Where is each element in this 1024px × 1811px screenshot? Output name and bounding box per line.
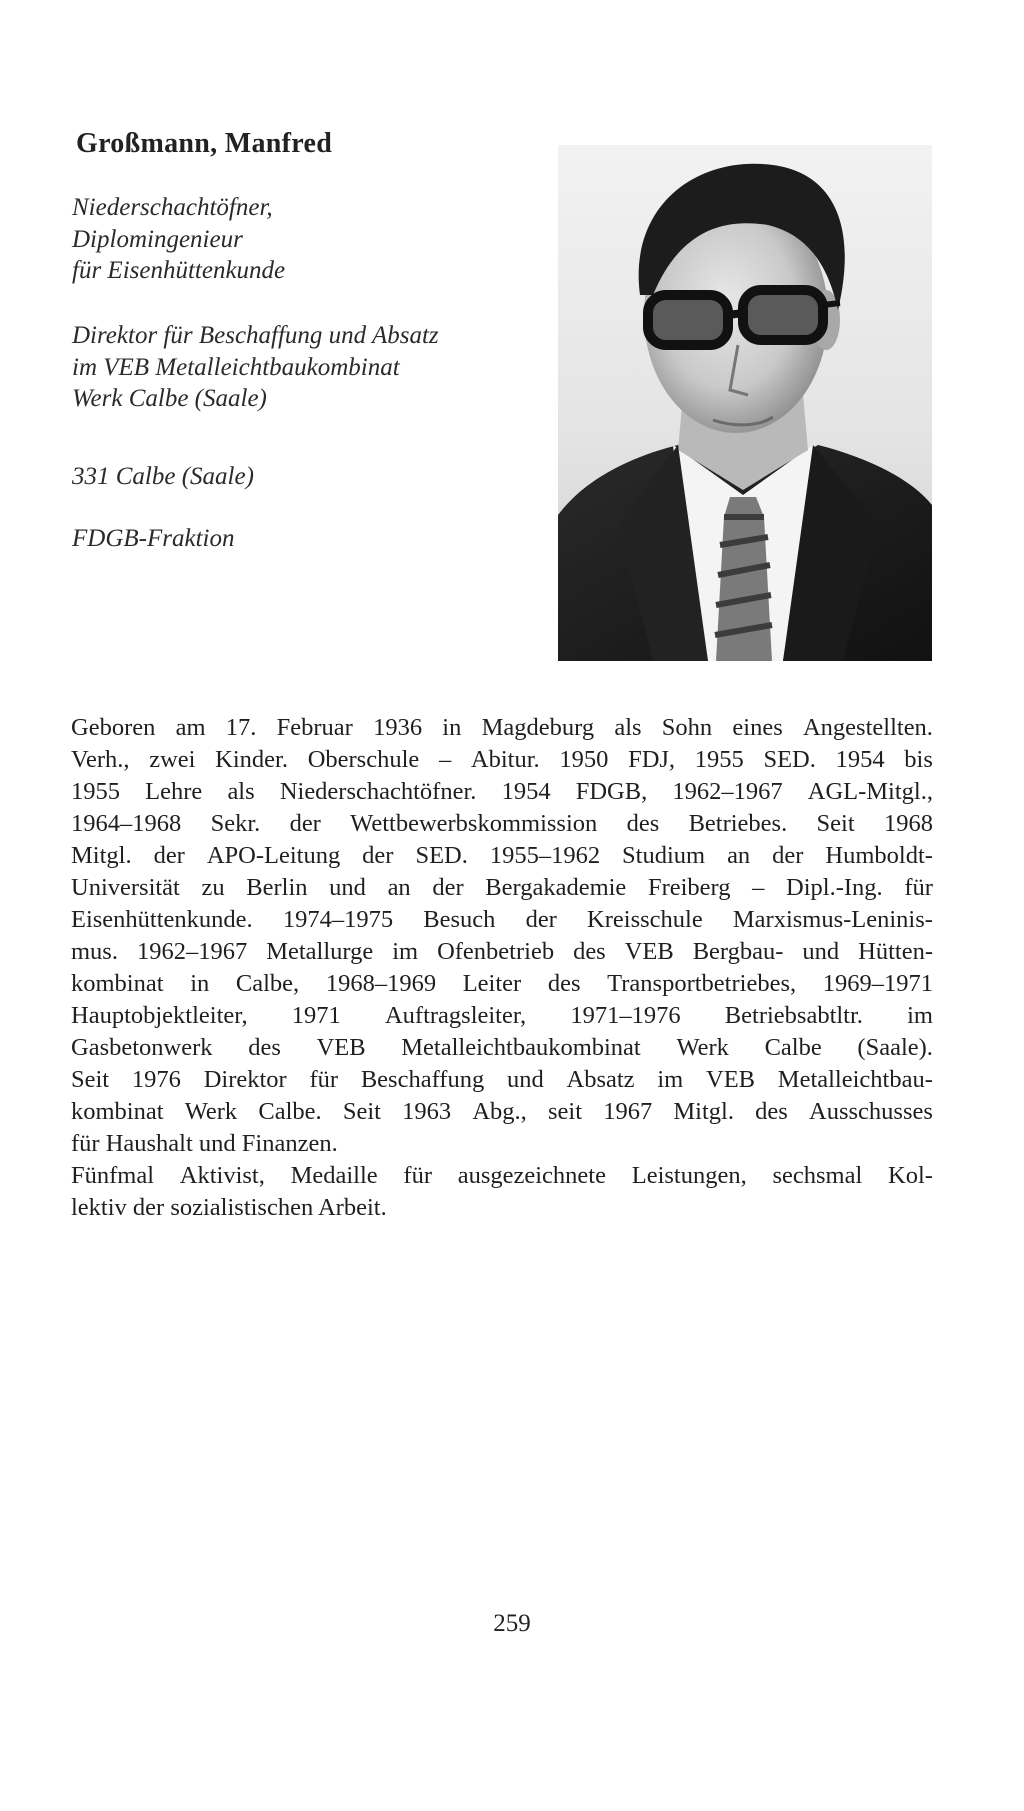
- portrait-photo: [558, 145, 932, 661]
- biography-line: 1964–1968 Sekr. der Wettbewerbskommission des Betriebes. Seit 1968: [71, 810, 933, 837]
- page-number: 259: [493, 1610, 531, 1637]
- position-line: Werk Calbe (Saale): [72, 385, 267, 412]
- biography-line: Hauptobjektleiter, 1971 Auftragsleiter, 1971–1976 Betriebsabtltr. im: [71, 1002, 933, 1029]
- biography-line: 1955 Lehre als Niederschachtöfner. 1954 FDGB, 1962–1967 AGL-Mitgl.,: [71, 778, 933, 805]
- position-line: im VEB Metalleichtbaukombinat: [72, 353, 400, 381]
- biography-line: kombinat Werk Calbe. Seit 1963 Abg., seit 1967 Mitgl. des Ausschusses: [71, 1098, 933, 1125]
- biography-line: kombinat in Calbe, 1968–1969 Leiter des Transportbetriebes, 1969–1971: [71, 970, 933, 997]
- biography-line: Seit 1976 Direktor für Beschaffung und Absatz im VEB Metalleichtbau-: [71, 1066, 933, 1093]
- profession-line: für Eisenhüttenkunde: [72, 257, 286, 284]
- entry-name: Großmann, Manfred: [76, 128, 333, 159]
- biography-line: Fünfmal Aktivist, Medaille für ausgezeichnete Leistungen, sechsmal Kol-: [71, 1162, 933, 1189]
- city-line: 331 Calbe (Saale): [72, 463, 254, 490]
- biography-line: Verh., zwei Kinder. Oberschule – Abitur. 1950 FDJ, 1955 SED. 1954 bis: [71, 746, 933, 773]
- biography-line: mus. 1962–1967 Metallurge im Ofenbetrieb des VEB Bergbau- und Hütten-: [71, 938, 933, 965]
- profession-line: Niederschachtöfner,: [72, 194, 273, 221]
- biography-text: [71, 712, 933, 1224]
- position-block: [72, 320, 439, 415]
- biography-line: Eisenhüttenkunde. 1974–1975 Besuch der Kreisschule Marxismus-Leninis-: [71, 906, 933, 933]
- biography-line: lektiv der sozialistischen Arbeit.: [71, 1194, 387, 1221]
- fraction-line: FDGB-Fraktion: [72, 525, 235, 552]
- profession-line: Diplomingenieur: [72, 225, 243, 253]
- biography-line: Universität zu Berlin und an der Bergakademie Freiberg – Dipl.-Ing. für: [71, 874, 933, 901]
- biography-line: Geboren am 17. Februar 1936 in Magdeburg als Sohn eines Angestellten.: [71, 714, 933, 741]
- biography-line: für Haushalt und Finanzen.: [71, 1130, 338, 1157]
- position-line: Direktor für Beschaffung und Absatz: [72, 322, 439, 349]
- biography-line: Mitgl. der APO-Leitung der SED. 1955–1962 Studium an der Humboldt-: [71, 842, 933, 869]
- profession-block: [72, 192, 285, 287]
- biography-line: Gasbetonwerk des VEB Metalleichtbaukombinat Werk Calbe (Saale).: [71, 1034, 933, 1061]
